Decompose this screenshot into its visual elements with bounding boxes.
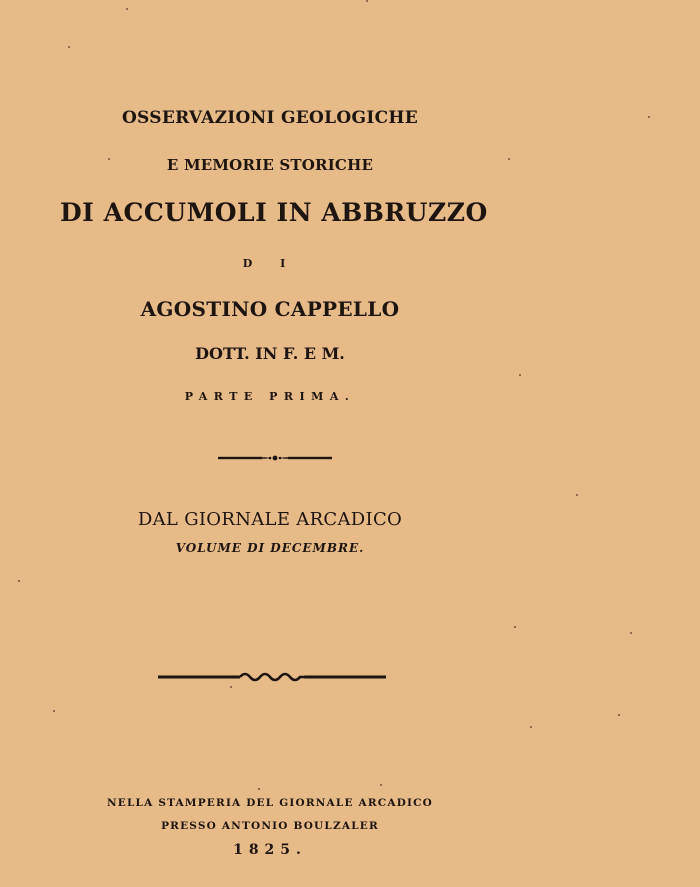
paper-speck xyxy=(53,710,55,712)
paper-speck xyxy=(108,158,110,160)
paper-speck xyxy=(618,714,620,716)
paper-speck xyxy=(18,580,20,582)
title-line-2: E MEMORIE STORICHE xyxy=(166,156,374,174)
paper-speck xyxy=(648,116,650,118)
paper-speck xyxy=(258,788,260,790)
paper-speck xyxy=(576,494,578,496)
paper-speck xyxy=(366,0,368,2)
author-degree: DOTT. IN F. E M. xyxy=(195,344,345,363)
paper-speck xyxy=(68,46,70,48)
part-label: PARTE PRIMA. xyxy=(184,390,356,403)
paper-speck xyxy=(519,374,521,376)
ornamental-rule-bottom xyxy=(158,669,386,685)
author-name: AGOSTINO CAPPELLO xyxy=(140,297,400,321)
paper-speck xyxy=(514,626,516,628)
paper-speck xyxy=(630,632,632,634)
paper-speck xyxy=(230,686,232,688)
title-line-3: DI ACCUMOLI IN ABBRUZZO xyxy=(60,198,488,227)
journal-source: DAL GIORNALE ARCADICO xyxy=(137,509,403,530)
paper-speck xyxy=(530,726,532,728)
paper-speck xyxy=(126,8,128,10)
publication-year: 1825. xyxy=(233,842,307,858)
publisher-line: PRESSO ANTONIO BOULZALER xyxy=(161,820,379,832)
paper-speck xyxy=(508,158,510,160)
title-line-1: OSSERVAZIONI GEOLOGICHE xyxy=(121,108,419,128)
journal-volume: VOLUME DI DECEMBRE. xyxy=(175,541,365,555)
by-line: D I xyxy=(242,257,298,270)
ornamental-rule-top xyxy=(215,452,335,464)
printer-line: NELLA STAMPERIA DEL GIORNALE ARCADICO xyxy=(106,797,434,809)
paper-speck xyxy=(380,784,382,786)
